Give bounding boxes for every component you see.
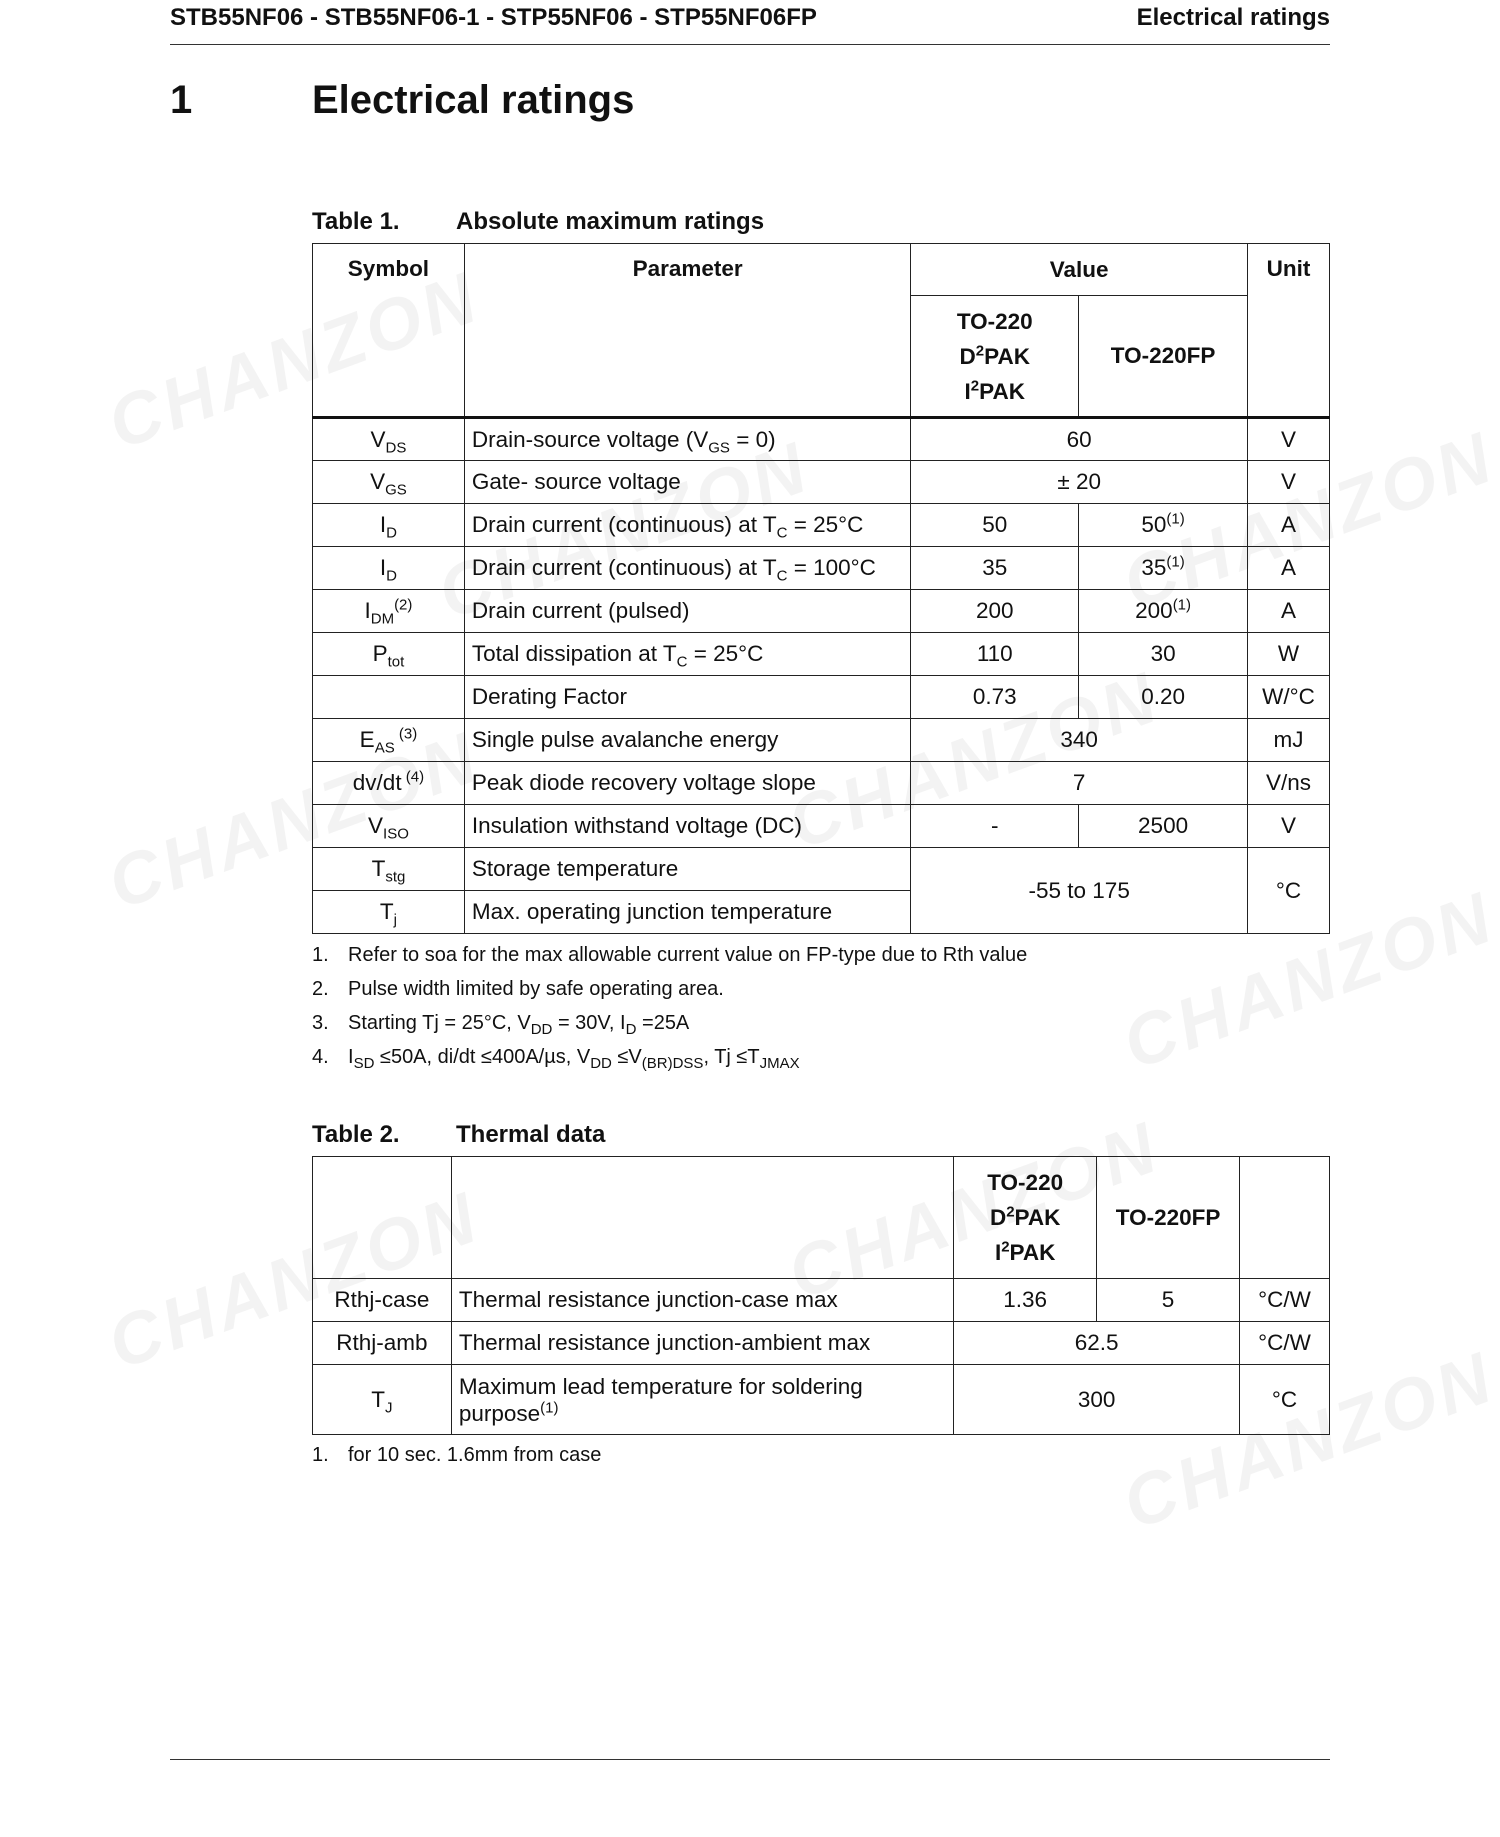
value-cell — [1079, 547, 1248, 590]
symbol-cell — [313, 848, 465, 891]
parameter: Drain current (continuous) at T — [471, 512, 777, 537]
parameter-cell — [464, 504, 910, 547]
section-number: 1 — [170, 78, 193, 122]
parameter: = 0) — [729, 426, 776, 452]
table-row — [313, 504, 1330, 547]
parameter: Drain-source voltage (V — [471, 426, 709, 452]
value-cell: 110 — [911, 633, 1079, 676]
note-sub: D — [625, 1021, 637, 1038]
symbol: dv/dt — [352, 770, 402, 795]
parameter-cell: Gate- source voltage — [464, 461, 910, 504]
parameter-cell — [464, 633, 910, 676]
note-number: 2. — [312, 978, 329, 1000]
header-section: Electrical ratings — [1136, 4, 1330, 31]
col-header-to220fp: TO-220FP — [1079, 296, 1248, 418]
value-cell: 7 — [911, 762, 1248, 805]
parameter: Drain current (continuous) at T — [471, 555, 777, 580]
symbol-cell: Rthj-amb — [313, 1322, 452, 1365]
parameter-cell: Insulation withstand voltage (DC) — [464, 805, 910, 848]
symbol-cell — [313, 461, 465, 504]
note-number: 1. — [312, 944, 329, 966]
table-row — [313, 676, 1330, 719]
symbol-sub: j — [393, 911, 397, 929]
value-cell — [1079, 590, 1248, 633]
symbol: T — [371, 1386, 386, 1412]
symbol-cell — [313, 590, 465, 633]
symbol: P — [372, 641, 388, 666]
table2-notes — [312, 1444, 1330, 1478]
table-row — [313, 762, 1330, 805]
col-header-to220fp: TO-220FP — [1097, 1157, 1240, 1279]
note-number: 4. — [312, 1046, 329, 1068]
list-item — [312, 1444, 1330, 1478]
parameter: = 100°C — [787, 555, 876, 580]
parameter-cell — [464, 418, 910, 461]
value-cell: -55 to 175 — [911, 848, 1248, 934]
table-row — [313, 461, 1330, 504]
pkg-sup: 2 — [1001, 1238, 1010, 1256]
value-cell: 340 — [911, 719, 1248, 762]
unit-cell: A — [1248, 504, 1330, 547]
parameter-cell: Single pulse avalanche energy — [464, 719, 910, 762]
symbol-cell — [313, 633, 465, 676]
note-text — [348, 1046, 800, 1072]
symbol-cell: Rthj-case — [313, 1279, 452, 1322]
symbol: I — [379, 512, 387, 537]
footnote-ref: (1) — [1166, 553, 1185, 571]
symbol-cell — [313, 891, 465, 934]
parameter: = 25°C — [787, 512, 864, 537]
note-sub: JMAX — [759, 1055, 800, 1072]
pkg-line: PAK — [1014, 1205, 1061, 1230]
note-sub: DD — [590, 1055, 612, 1072]
list-item — [312, 978, 1330, 1012]
table-row — [313, 805, 1330, 848]
value-cell: 0.73 — [911, 676, 1079, 719]
parameter-cell: Thermal resistance junction-case max — [451, 1279, 953, 1322]
pkg-line: I — [964, 378, 971, 404]
col-header-value: Value — [911, 244, 1248, 296]
symbol-sub: stg — [385, 868, 406, 886]
note-part: , Tj ≤T — [703, 1046, 760, 1068]
parameter: = 25°C — [687, 641, 764, 666]
unit-cell: A — [1248, 547, 1330, 590]
col-header-to220-d2pak-i2pak — [911, 296, 1079, 418]
header-part-numbers: STB55NF06 - STB55NF06-1 - STP55NF06 - STP55NF06FP — [170, 4, 817, 31]
value: 35 — [1141, 555, 1167, 580]
note-text: Pulse width limited by safe operating area. — [348, 978, 724, 1000]
value-cell: 50 — [911, 504, 1079, 547]
note-part: ≤50A, di/dt ≤400A/µs, V — [374, 1046, 591, 1068]
unit-cell: °C/W — [1240, 1279, 1330, 1322]
value-cell: 30 — [1079, 633, 1248, 676]
value-cell: 200 — [911, 590, 1079, 633]
table-row — [313, 848, 1330, 891]
symbol-sub: D — [386, 567, 397, 585]
unit-cell: V — [1248, 418, 1330, 461]
table1-label: Table 1. — [312, 208, 400, 235]
value-cell: 0.20 — [1079, 676, 1248, 719]
note-text: Refer to soa for the max allowable current value on FP-type due to Rth value — [348, 944, 1028, 966]
value: 200 — [1135, 598, 1173, 623]
symbol: I — [379, 555, 387, 580]
symbol-sub: DS — [385, 439, 407, 456]
pkg-sup: 2 — [970, 377, 980, 394]
note-number: 3. — [312, 1012, 329, 1034]
col-header-to220-d2pak-i2pak — [954, 1157, 1097, 1279]
unit-cell: °C — [1248, 848, 1330, 934]
value-cell: - — [911, 805, 1079, 848]
symbol-cell — [313, 719, 465, 762]
note-part: I — [348, 1046, 354, 1068]
footnote-ref: (4) — [401, 768, 425, 786]
value-cell: 1.36 — [954, 1279, 1097, 1322]
parameter-sub: C — [676, 653, 688, 671]
parameter: Maximum lead temperature for soldering — [458, 1373, 863, 1399]
table-row — [313, 547, 1330, 590]
note-part: = 30V, I — [552, 1012, 626, 1034]
thermal-data-table — [312, 1156, 1330, 1435]
parameter: purpose — [458, 1400, 541, 1426]
pkg-sup: 2 — [1006, 1203, 1015, 1221]
pkg-line: PAK — [1009, 1240, 1056, 1265]
pkg-line: TO-220 — [956, 308, 1033, 334]
value-cell: 60 — [911, 418, 1248, 461]
pkg-line: D — [989, 1205, 1007, 1230]
symbol-cell — [313, 1365, 452, 1435]
symbol-sub: tot — [387, 653, 405, 671]
table-row — [313, 633, 1330, 676]
symbol-sub: DM — [370, 610, 395, 628]
symbol-cell — [313, 504, 465, 547]
note-part: =25A — [636, 1012, 690, 1034]
table1-title: Absolute maximum ratings — [456, 208, 765, 235]
pkg-line: I — [994, 1240, 1002, 1265]
pkg-line: PAK — [984, 343, 1030, 369]
note-part: ≤V — [611, 1046, 642, 1068]
symbol-cell — [313, 805, 465, 848]
section-title: Electrical ratings — [312, 78, 635, 122]
table-row — [313, 1322, 1330, 1365]
parameter: Total dissipation at T — [471, 641, 677, 666]
unit-cell: V — [1248, 805, 1330, 848]
symbol: I — [364, 598, 371, 623]
footer-rule — [170, 1759, 1330, 1760]
footnote-ref: (2) — [394, 596, 413, 614]
unit-cell: V — [1248, 461, 1330, 504]
header-rule — [170, 44, 1330, 45]
unit-cell: A — [1248, 590, 1330, 633]
table-row — [313, 590, 1330, 633]
value-cell: 62.5 — [954, 1322, 1240, 1365]
list-item — [312, 1012, 1330, 1046]
value: 50 — [1141, 512, 1167, 537]
parameter-cell: Derating Factor — [464, 676, 910, 719]
list-item — [312, 1046, 1330, 1080]
symbol-sub: GS — [385, 481, 407, 499]
col-header-blank — [313, 1157, 452, 1279]
parameter-cell — [451, 1365, 953, 1435]
col-header-blank — [1240, 1157, 1330, 1279]
symbol: V — [368, 813, 384, 838]
col-header-parameter: Parameter — [464, 244, 910, 418]
table2-title: Thermal data — [456, 1121, 606, 1148]
col-header-unit: Unit — [1248, 244, 1330, 418]
col-header-blank — [451, 1157, 953, 1279]
pkg-line: D — [959, 343, 976, 369]
unit-cell: V/ns — [1248, 762, 1330, 805]
parameter-cell: Thermal resistance junction-ambient max — [451, 1322, 953, 1365]
symbol-cell — [313, 418, 465, 461]
symbol: V — [370, 426, 386, 452]
value-cell: ± 20 — [911, 461, 1248, 504]
note-text: for 10 sec. 1.6mm from case — [348, 1444, 602, 1466]
parameter-sub: C — [776, 524, 788, 542]
symbol: V — [370, 469, 386, 494]
note-part: Starting Tj = 25°C, V — [348, 1012, 531, 1034]
unit-cell: W — [1248, 633, 1330, 676]
footnote-ref: (1) — [1166, 510, 1185, 528]
note-sub: SD — [353, 1055, 375, 1072]
unit-cell: °C — [1240, 1365, 1330, 1435]
symbol-cell — [313, 676, 465, 719]
symbol: T — [371, 856, 386, 881]
table-row — [313, 1279, 1330, 1322]
value-cell — [1079, 504, 1248, 547]
footnote-ref: (1) — [1172, 596, 1192, 614]
parameter-sub: GS — [708, 439, 730, 456]
value-cell: 5 — [1097, 1279, 1240, 1322]
note-sub: DD — [530, 1021, 553, 1038]
table-row — [313, 719, 1330, 762]
pkg-line: PAK — [979, 378, 1025, 404]
footnote-ref: (3) — [394, 725, 418, 743]
col-header-symbol: Symbol — [313, 244, 465, 418]
table-row — [313, 1365, 1330, 1435]
pkg-line: TO-220 — [987, 1170, 1064, 1195]
parameter-sub: C — [776, 567, 788, 585]
absolute-maximum-ratings-table — [312, 243, 1330, 934]
note-number: 1. — [312, 1444, 329, 1466]
unit-cell: W/°C — [1248, 676, 1330, 719]
parameter-cell: Drain current (pulsed) — [464, 590, 910, 633]
value-cell: 35 — [911, 547, 1079, 590]
footnote-ref: (1) — [540, 1399, 559, 1416]
symbol-sub: AS — [374, 739, 395, 757]
table1-notes — [312, 944, 1330, 1080]
table-row — [313, 418, 1330, 461]
pkg-sup: 2 — [975, 342, 985, 359]
note-sub: (BR)DSS — [641, 1055, 704, 1072]
value-cell: 2500 — [1079, 805, 1248, 848]
parameter-cell: Storage temperature — [464, 848, 910, 891]
list-item — [312, 944, 1330, 978]
symbol-sub: J — [385, 1399, 393, 1416]
parameter-cell — [464, 547, 910, 590]
table2-caption — [312, 1121, 605, 1149]
symbol-cell — [313, 762, 465, 805]
symbol: E — [359, 727, 375, 752]
table1-caption — [312, 208, 764, 236]
symbol: T — [379, 899, 394, 924]
parameter-cell: Max. operating junction temperature — [464, 891, 910, 934]
table2-label: Table 2. — [312, 1121, 400, 1148]
value-cell: 300 — [954, 1365, 1240, 1435]
unit-cell: °C/W — [1240, 1322, 1330, 1365]
symbol-sub: D — [386, 524, 397, 542]
symbol-cell — [313, 547, 465, 590]
symbol-sub: ISO — [383, 825, 409, 843]
unit-cell: mJ — [1248, 719, 1330, 762]
parameter-cell: Peak diode recovery voltage slope — [464, 762, 910, 805]
note-text — [348, 1012, 690, 1038]
